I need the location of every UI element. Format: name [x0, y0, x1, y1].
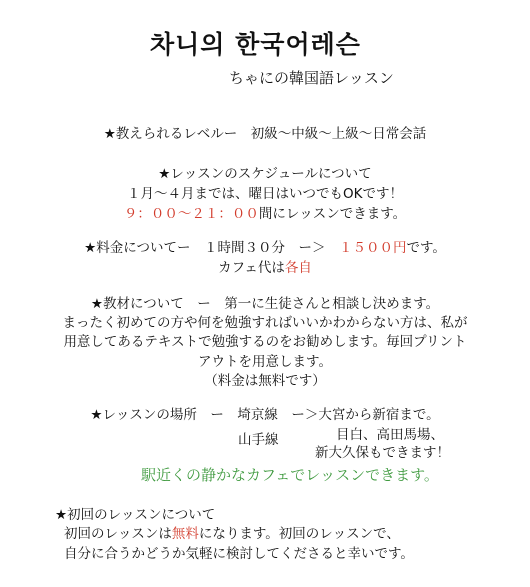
schedule-time: ９：００～２１：００	[123, 206, 259, 222]
materials-line-2: まったく初めての方や何を勉強すればいいかわからない方は、私が	[62, 315, 468, 331]
korean-title: 차니의 한국어레슨	[150, 30, 361, 59]
schedule-heading: ★レッスンのスケジュールについて	[158, 166, 372, 182]
materials-line-3: 用意してあるテキストで勉強するのをお勧めします。毎回プリント	[63, 334, 467, 350]
location-stations-1: 目白、高田馬場、	[336, 427, 444, 443]
first-lesson-heading: ★初回のレッスンについて	[55, 507, 216, 523]
fee-suffix: です。	[406, 240, 446, 256]
location-stations-2: 新大久保もできます！	[315, 445, 450, 461]
schedule-days: １月～４月までは、曜日はいつでもOKです！	[127, 186, 403, 202]
fee-prefix: ★料金についてー １時間３０分 ー＞	[84, 240, 339, 256]
fee-line	[0, 240, 530, 257]
location-line-1: ★レッスンの場所 ー 埼京線 ー＞大宮から新宿まで。	[90, 407, 440, 423]
location-cafe-note: 駅近くの静かなカフェでレッスンできます。	[141, 466, 439, 484]
levels-line: ★教えられるレベルー 初級～中級～上級～日常会話	[103, 126, 427, 142]
materials-line-5: （料金は無料です）	[204, 373, 326, 389]
cafe-fee-prefix: カフェ代は	[218, 260, 285, 276]
fee-amount: １５００円	[338, 240, 407, 256]
cafe-fee-line	[0, 260, 530, 277]
schedule-time-suffix: 間にレッスンできます。	[258, 206, 407, 222]
first-lesson-prefix: 初回のレッスンは	[64, 526, 172, 542]
materials-line-4: アウトを用意します。	[198, 354, 332, 370]
japanese-title: ちゃにの韓国語レッスン	[229, 69, 394, 87]
first-lesson-line-2: 自分に合うかどうか気軽に検討してくださると幸いです。	[64, 546, 414, 562]
schedule-time-line	[0, 206, 530, 223]
first-lesson-line-1	[64, 526, 400, 543]
materials-line-1: ★教材について ー 第一に生徒さんと相談し決めます。	[90, 296, 440, 312]
first-lesson-free: 無料	[171, 526, 199, 542]
location-yamanote: 山手線	[238, 432, 279, 448]
first-lesson-suffix: になります。初回のレッスンで、	[198, 526, 400, 542]
cafe-fee-highlight: 各自	[284, 260, 312, 276]
